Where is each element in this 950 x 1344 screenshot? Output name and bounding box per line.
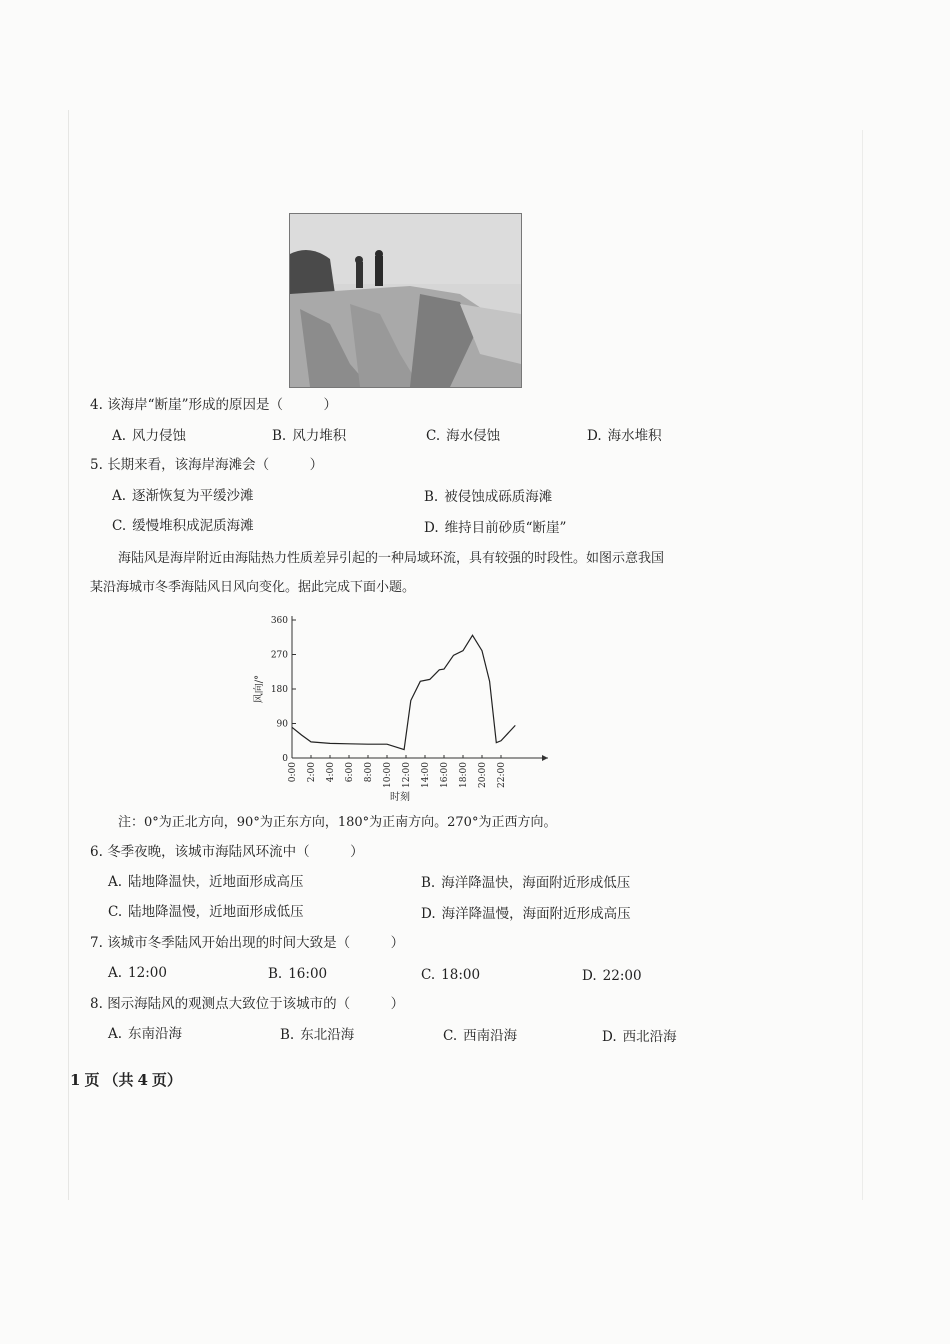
question-7-stem (90, 934, 404, 952)
option-label: B. (424, 489, 439, 505)
x-tick-label: 4:00 (326, 762, 336, 783)
x-tick-label: 22:00 (497, 762, 507, 788)
option-text: 12:00 (128, 965, 167, 981)
option-label: C. (421, 967, 436, 983)
option-b[interactable] (268, 965, 327, 983)
option-label: D. (424, 520, 439, 536)
y-tick-label: 360 (270, 616, 288, 626)
option-c[interactable] (426, 427, 500, 445)
option-text: 海水侵蚀 (446, 428, 501, 444)
option-a[interactable] (108, 964, 167, 982)
question-8-stem (90, 995, 404, 1013)
option-label: D. (587, 428, 602, 444)
option-d[interactable] (587, 427, 662, 445)
option-text: 缓慢堆积成泥质海滩 (132, 518, 254, 534)
option-b[interactable] (424, 488, 552, 506)
passage-line-2: 某沿海城市冬季海陆风日风向变化。据此完成下面小题。 (90, 580, 416, 595)
question-text: 该城市冬季陆风开始出现的时间大致是（ ） (107, 935, 405, 951)
passage-line-1: 海陆风是海岸附近由海陆热力性质差异引起的一种局域环流，具有较强的时段性。如图示意我国 (118, 551, 665, 566)
question-number: 4. (90, 397, 103, 413)
y-tick-label: 270 (270, 650, 288, 661)
x-tick-label: 16:00 (440, 762, 450, 788)
option-d[interactable] (421, 905, 631, 923)
option-b[interactable] (280, 1026, 354, 1044)
x-tick-label: 20:00 (478, 762, 488, 788)
x-tick-label: 12:00 (402, 762, 412, 788)
x-tick-label: 10:00 (383, 762, 393, 788)
coastal-cliff-photo (289, 213, 522, 388)
option-label: B. (268, 966, 283, 982)
x-tick-label: 0:00 (288, 762, 298, 783)
total-pages: 4 (137, 1071, 148, 1089)
y-tick-label: 0 (282, 754, 288, 764)
page-footer (70, 1069, 186, 1090)
option-text: 海洋降温慢，海面附近形成高压 (441, 906, 631, 922)
option-d[interactable] (602, 1028, 677, 1046)
option-label: A. (112, 428, 127, 444)
option-text: 陆地降温慢，近地面形成低压 (128, 904, 304, 920)
y-tick-label: 180 (270, 685, 288, 695)
question-number: 7. (90, 935, 103, 951)
option-label: C. (426, 428, 441, 444)
x-tick-label: 14:00 (421, 762, 431, 788)
y-axis-label: 风向/° (254, 674, 265, 704)
option-label: A. (112, 488, 127, 504)
option-label: B. (272, 428, 287, 444)
x-tick-label: 18:00 (459, 762, 469, 788)
question-4-stem (90, 396, 337, 414)
option-text: 22:00 (602, 968, 642, 984)
option-text: 逐渐恢复为平缓沙滩 (132, 488, 254, 504)
question-number: 5. (90, 457, 103, 473)
option-label: C. (112, 518, 127, 534)
option-d[interactable] (424, 519, 566, 537)
page-word: 页 (84, 1071, 100, 1089)
option-label: B. (421, 875, 436, 891)
option-text: 东北沿海 (300, 1027, 355, 1043)
option-text: 16:00 (288, 966, 328, 982)
option-label: D. (582, 968, 597, 984)
x-tick-label: 6:00 (345, 762, 355, 783)
option-d[interactable] (582, 967, 642, 985)
option-text: 海洋降温快，海面附近形成低压 (441, 875, 631, 891)
option-label: D. (602, 1029, 617, 1045)
option-label: C. (108, 904, 123, 920)
x-tick-label: 8:00 (364, 762, 374, 783)
option-b[interactable] (421, 874, 630, 892)
option-a[interactable] (108, 1025, 182, 1043)
option-text: 18:00 (441, 967, 481, 983)
option-text: 东南沿海 (128, 1026, 183, 1042)
question-text: 长期来看，该海岸海滩会（ ） (107, 457, 324, 473)
option-a[interactable] (112, 487, 254, 505)
question-6-stem (90, 843, 364, 861)
x-tick-label: 2:00 (307, 762, 317, 783)
option-a[interactable] (108, 873, 304, 891)
option-label: A. (108, 1026, 123, 1042)
option-c[interactable] (443, 1027, 517, 1045)
question-text: 冬季夜晚，该城市海陆风环流中（ ） (107, 844, 364, 860)
option-c[interactable] (421, 966, 480, 984)
option-label: A. (108, 874, 123, 890)
option-text: 风力侵蚀 (132, 428, 187, 444)
page-edge (68, 110, 69, 1200)
x-axis-label: 时刻 (390, 792, 410, 803)
option-c[interactable] (108, 903, 304, 921)
total-prefix: （共 (103, 1071, 134, 1089)
option-label: B. (280, 1027, 295, 1043)
page-number: 1 (70, 1071, 81, 1089)
option-a[interactable] (112, 427, 186, 445)
question-number: 8. (90, 996, 103, 1012)
option-text: 西南沿海 (463, 1028, 518, 1044)
chart-note: 注：0°为正北方向，90°为正东方向，180°为正南方向。270°为正西方向。 (118, 815, 557, 830)
option-text: 西北沿海 (622, 1029, 677, 1045)
x-axis-arrow (542, 755, 548, 761)
option-text: 海水堆积 (607, 428, 662, 444)
option-label: A. (108, 965, 123, 981)
question-5-stem (90, 456, 323, 474)
option-label: C. (443, 1028, 458, 1044)
page-edge (862, 130, 863, 1200)
option-text: 维持目前砂质“断崖” (444, 520, 567, 536)
option-label: D. (421, 906, 436, 922)
question-number: 6. (90, 844, 103, 860)
wind-direction-chart (250, 606, 560, 806)
option-b[interactable] (272, 427, 346, 445)
question-text: 该海岸“断崖”形成的原因是（ ） (107, 397, 337, 413)
option-c[interactable] (112, 517, 254, 535)
option-text: 被侵蚀成砾质海滩 (444, 489, 553, 505)
total-suffix: 页） (151, 1071, 182, 1089)
y-tick-label: 90 (276, 719, 288, 730)
series-line (292, 635, 515, 749)
question-text: 图示海陆风的观测点大致位于该城市的（ ） (107, 996, 405, 1012)
option-text: 风力堆积 (292, 428, 347, 444)
option-text: 陆地降温快，近地面形成高压 (128, 874, 304, 890)
